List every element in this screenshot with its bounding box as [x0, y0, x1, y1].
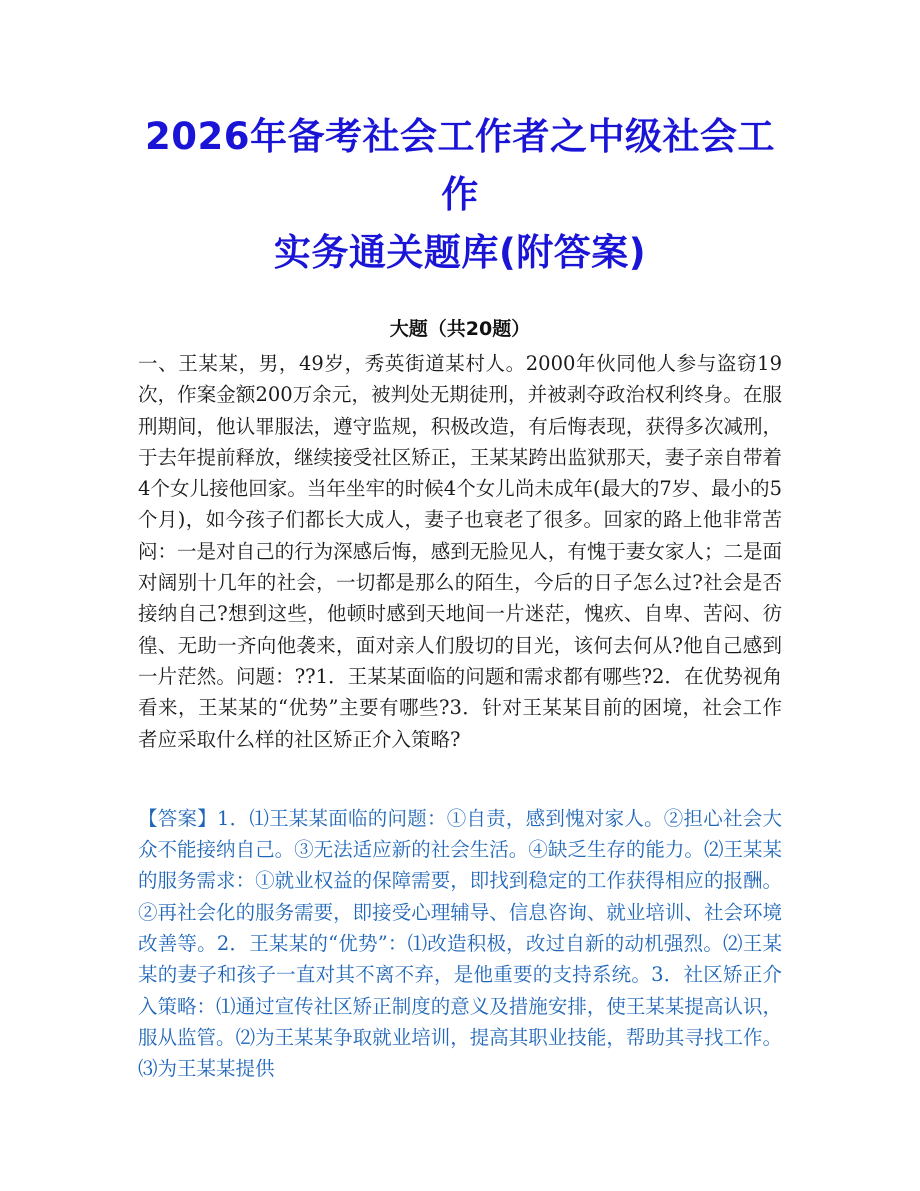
document-title	[138, 108, 782, 282]
title-line-1: 2026年备考社会工作者之中级社会工作	[145, 115, 775, 216]
answer-paragraph: 【答案】1．⑴王某某面临的问题：①自责，感到愧对家人。②担心社会大众不能接纳自己。③无法适应新的社会生活。④缺乏生存的能力。⑵王某某的服务需求：①就业权益的保障需要，即找到稳定的工作获得相应的报酬。②再社会化的服务需要，即接受心理辅导、信息咨询、就业培训、社会环境改善等。2．王某某的“优势”：⑴改造积极，改过自新的动机强烈。⑵王某某的妻子和孩子一直对其不离不弃，是他重要的支持系统。3．社区矫正介入策略：⑴通过宣传社区矫正制度的意义及措施安排，使王某某提高认识，服从监管。⑵为王某某争取就业培训，提高其职业技能，帮助其寻找工作。⑶为王某某提供	[138, 806, 782, 1081]
section-heading: 大题（共20题）	[389, 318, 531, 340]
question-paragraph: 一、王某某，男，49岁，秀英街道某村人。2000年伙同他人参与盗窃19次，作案金额200万余元，被判处无期徒刑，并被剥夺政治权利终身。在服刑期间，他认罪服法，遵守监规，积极改造，有后悔表现，获得多次减刑，于去年提前释放，继续接受社区矫正，王某某跨出监狱那天，妻子亲自带着4个女儿接他回家。当年坐牢的时候4个女儿尚未成年(最大的7岁、最小的5个月)，如今孩子们都长大成人，妻子也衰老了很多。回家的路上他非常苦闷：一是对自己的行为深感后悔，感到无脸见人，有愧于妻女家人；二是面对阔别十几年的社会，一切都是那么的陌生，今后的日子怎么过?社会是否接纳自己?想到这些，他顿时感到天地间一片迷茫，愧疚、自卑、苦闷、彷徨、无助一齐向他袭来，面对亲人们殷切的目光，该何去何从?他自己感到一片茫然。问题：??1．王某某面临的问题和需求都有哪些?2．在优势视角看来，王某某的“优势”主要有哪些?3．针对王某某目前的困境，社会工作者应采取什么样的社区矫正介入策略?	[138, 352, 782, 751]
title-line-2: 实务通关题库(附答案)	[273, 231, 647, 274]
